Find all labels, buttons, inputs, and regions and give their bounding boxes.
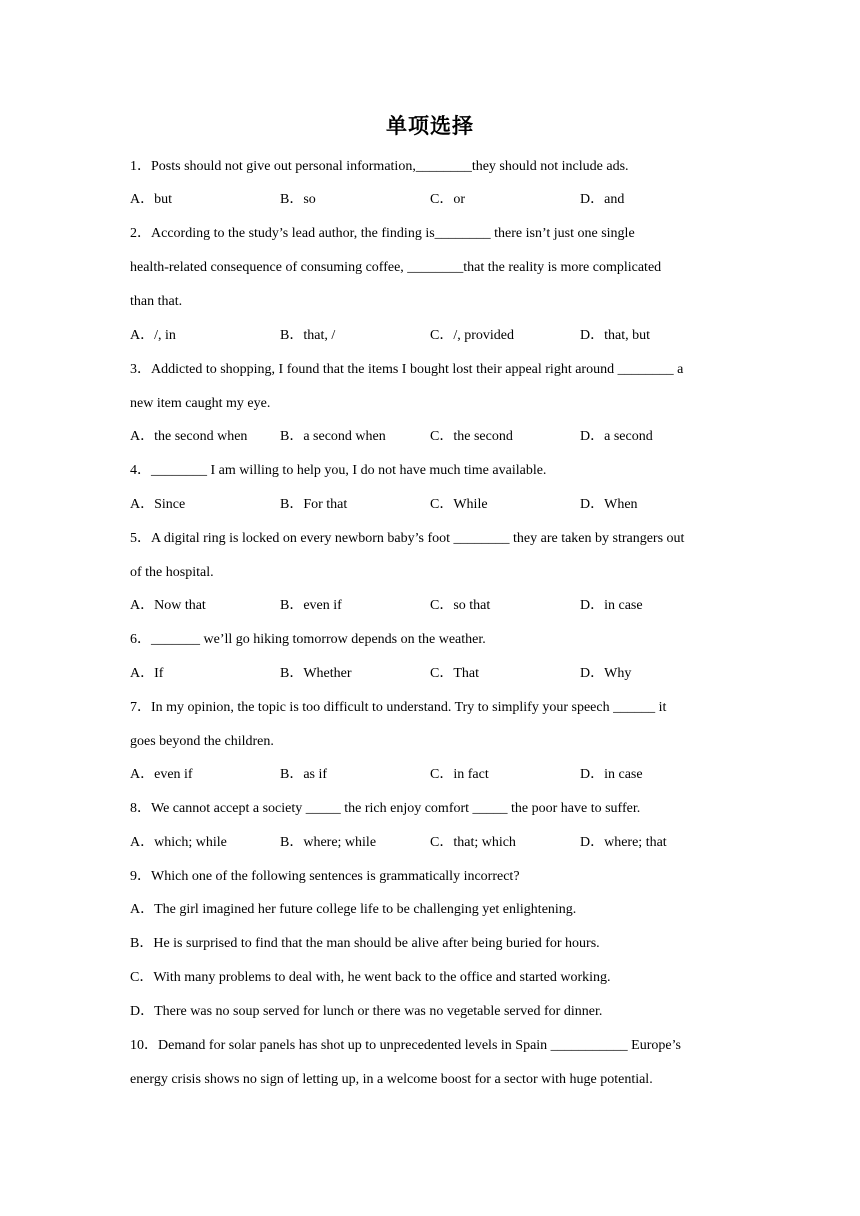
option-b: B．Whether	[280, 666, 352, 681]
question-10-line-2: energy crisis shows no sign of letting up, in a welcome boost for a sector with huge potential.	[130, 1072, 653, 1087]
option-a: A．/, in	[130, 328, 176, 343]
option-d: D．a second	[580, 429, 653, 444]
option-a: A．If	[130, 666, 164, 681]
question-7-line-2: goes beyond the children.	[130, 734, 274, 749]
question-10-line-1: 10．Demand for solar panels has shot up to unprecedented levels in Spain ___________ Europe’s	[130, 1038, 681, 1053]
option-d: D．where; that	[580, 835, 667, 850]
option-c: C．That	[430, 666, 479, 681]
option-b: B．even if	[280, 598, 342, 613]
question-1-options	[130, 190, 740, 210]
question-8-options	[130, 833, 740, 853]
option-a: A．but	[130, 192, 172, 207]
option-d: D．in case	[580, 767, 643, 782]
question-6-options	[130, 664, 740, 684]
option-c: C．the second	[430, 429, 513, 444]
option-d: D．and	[580, 192, 625, 207]
question-7-line-1: 7．In my opinion, the topic is too difficult to understand. Try to simplify your speech ______ it	[130, 700, 667, 715]
question-4-line-1: 4．________ I am willing to help you, I do not have much time available.	[130, 463, 547, 478]
question-4-options	[130, 495, 740, 515]
option-a: A．Since	[130, 497, 186, 512]
question-2-line-2: health-related consequence of consuming coffee, ________that the reality is more complicated	[130, 260, 662, 275]
question-5-options	[130, 596, 740, 616]
question-5-line-2: of the hospital.	[130, 565, 214, 580]
question-2-options	[130, 326, 740, 346]
question-9-option-a: A．The girl imagined her future college life to be challenging yet enlightening.	[130, 902, 577, 917]
option-b: B．a second when	[280, 429, 386, 444]
question-9-line-1: 9．Which one of the following sentences is grammatically incorrect?	[130, 869, 520, 884]
option-b: B．that, /	[280, 328, 336, 343]
option-a: A．the second when	[130, 429, 248, 444]
question-9-option-d: D．There was no soup served for lunch or there was no vegetable served for dinner.	[130, 1004, 603, 1019]
option-a: A．which; while	[130, 835, 227, 850]
question-2-line-1: 2．According to the study’s lead author, the finding is________ there isn’t just one single	[130, 226, 635, 241]
page-title: 单项选择	[386, 114, 474, 138]
option-b: B．where; while	[280, 835, 377, 850]
option-c: C．so that	[430, 598, 491, 613]
question-9-option-b: B．He is surprised to find that the man should be alive after being buried for hours.	[130, 936, 600, 951]
question-7-options	[130, 765, 740, 785]
question-1-line-1: 1．Posts should not give out personal information,________they should not include ads.	[130, 159, 629, 174]
option-a: A．even if	[130, 767, 193, 782]
question-3-line-1: 3．Addicted to shopping, I found that the items I bought lost their appeal right around ________ a	[130, 362, 684, 377]
question-5-line-1: 5．A digital ring is locked on every newborn baby’s foot ________ they are taken by strangers out	[130, 531, 685, 546]
question-3-options	[130, 427, 740, 447]
question-8-line-1: 8．We cannot accept a society _____ the rich enjoy comfort _____ the poor have to suffer.	[130, 801, 641, 816]
option-d: D．in case	[580, 598, 643, 613]
option-c: C．that; which	[430, 835, 516, 850]
question-6-line-1: 6．_______ we’ll go hiking tomorrow depends on the weather.	[130, 632, 486, 647]
option-d: D．Why	[580, 666, 632, 681]
option-d: D．that, but	[580, 328, 650, 343]
option-c: C．While	[430, 497, 488, 512]
option-b: B．so	[280, 192, 316, 207]
question-3-line-2: new item caught my eye.	[130, 396, 271, 411]
question-2-line-3: than that.	[130, 294, 183, 309]
question-9-option-c: C．With many problems to deal with, he went back to the office and started working.	[130, 970, 611, 985]
option-d: D．When	[580, 497, 638, 512]
option-c: C．/, provided	[430, 328, 514, 343]
option-c: C．or	[430, 192, 465, 207]
option-a: A．Now that	[130, 598, 206, 613]
option-c: C．in fact	[430, 767, 489, 782]
option-b: B．as if	[280, 767, 328, 782]
option-b: B．For that	[280, 497, 348, 512]
